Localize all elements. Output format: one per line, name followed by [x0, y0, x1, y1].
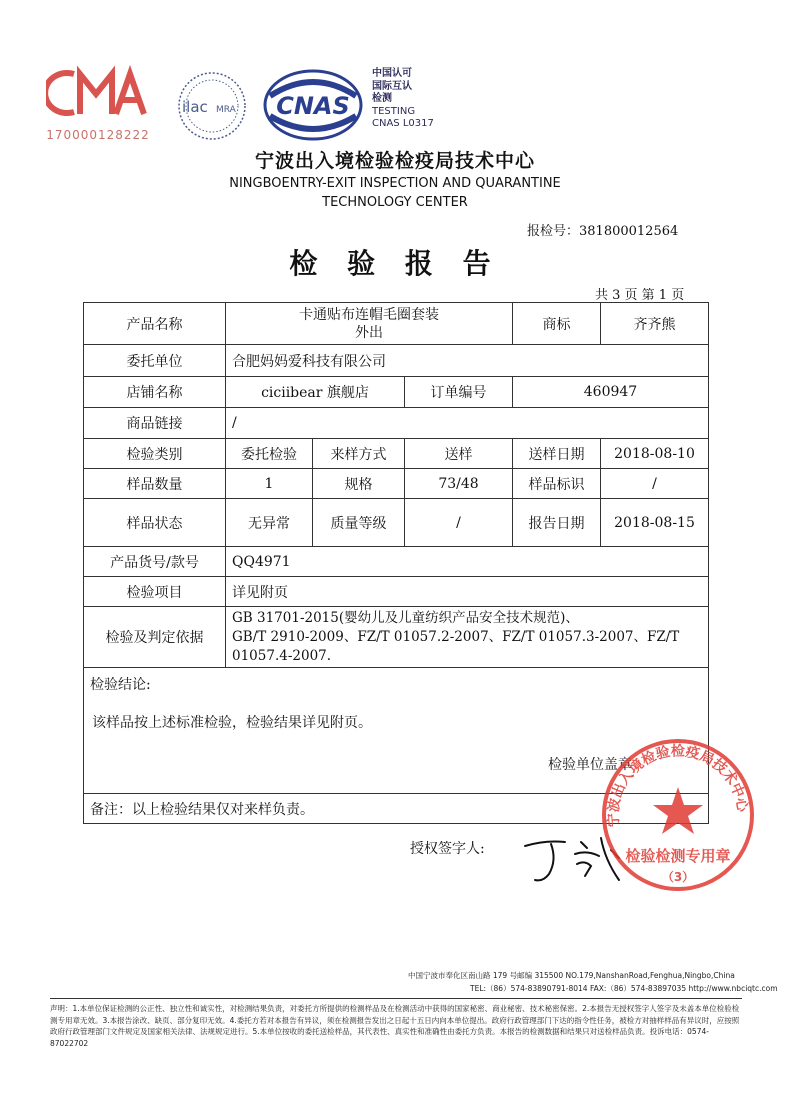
cma-logo — [46, 64, 150, 122]
org-name-cn: 宁波出入境检验检疫局技术中心 — [254, 150, 535, 172]
brand-value: 齐齐熊 — [601, 303, 709, 345]
table-row — [84, 377, 709, 408]
inspect-type-label: 检验类别 — [84, 439, 226, 469]
report-number-label: 报检号： — [527, 224, 580, 239]
link-label: 商品链接 — [84, 408, 226, 439]
shop-value: ciciibear 旗舰店 — [226, 377, 405, 408]
send-date-label: 送样日期 — [513, 439, 601, 469]
cnas-line: 中国认可 — [372, 68, 412, 79]
report-date-value: 2018-08-15 — [601, 499, 709, 547]
cnas-line: CNAS L0317 — [372, 118, 434, 129]
cnas-logo — [262, 66, 364, 144]
footer-divider — [50, 998, 742, 999]
basis-line: GB 31701-2015(婴幼儿及儿童纺织产品安全技术规范)、 — [232, 609, 579, 626]
order-label: 订单编号 — [405, 377, 513, 408]
report-number-value: 381800012564 — [579, 224, 679, 239]
cnas-accreditation-text — [372, 68, 434, 131]
cma-number: 170000128222 — [46, 128, 150, 142]
table-row — [84, 469, 709, 499]
cnas-line: 国际互认 — [372, 80, 412, 92]
product-name-line: 外出 — [355, 324, 383, 341]
seal-ring-text: 宁波出入境检验检疫局技术中心 — [605, 743, 751, 828]
table-row — [84, 439, 709, 469]
product-name-value — [226, 303, 513, 345]
order-value: 460947 — [513, 377, 709, 408]
state-value: 无异常 — [226, 499, 313, 547]
ilac-mra-logo — [176, 70, 248, 142]
table-row — [84, 303, 709, 345]
signer-label: 授权签字人: — [410, 841, 485, 857]
client-value: 合肥妈妈爱科技有限公司 — [226, 345, 709, 377]
footer-contact: TEL:（86）574-83890791-8014 FAX:（86）574-83897035 http://www.nbciqtc.com — [470, 984, 778, 993]
qty-value: 1 — [226, 469, 313, 499]
seal-number: （3） — [661, 870, 695, 884]
org-name-en-line2: TECHNOLOGY CENTER — [322, 195, 468, 210]
qty-label: 样品数量 — [84, 469, 226, 499]
basis-value — [226, 607, 709, 668]
cnas-line: TESTING — [372, 105, 416, 117]
report-number — [527, 220, 678, 239]
svg-text:ilac: ilac — [182, 98, 208, 116]
state-label: 样品状态 — [84, 499, 226, 547]
product-name-line: 卡通贴布连帽毛圈套装 — [299, 306, 439, 323]
document-title: 检 验 报 告 — [289, 247, 501, 280]
table-row — [84, 499, 709, 547]
org-name-en-line1: NINGBOENTRY-EXIT INSPECTION AND QUARANTINE — [229, 176, 561, 191]
brand-label: 商标 — [513, 303, 601, 345]
send-date-value: 2018-08-10 — [601, 439, 709, 469]
grade-label: 质量等级 — [313, 499, 405, 547]
sample-id-label: 样品标识 — [513, 469, 601, 499]
items-value: 详见附页 — [226, 577, 709, 607]
table-row — [84, 408, 709, 439]
footer-disclaimer: 声明：1.本单位保证检测的公正性、独立性和诚实性，对检测结果负责，对委托方所提供的检测样品及在检测活动中获得的国家秘密、商业秘密、技术秘密保密。2.本报告无授权签字人签字及未盖本单位检验检测专用章无效。3.本报告涂改、缺页、部分复印无效。4.委托方若对本报告有异议，须在检测报告发出之日起十五日内向本单位提出。政府行政管理部门下达的指令性任务，被检方对抽样样品有异议时，应按照政府行政管理部门文件规定及国家相关法律、法规规定进行。5.本单位按收的委托送检样品，其代表性、真实性和准确性由委托方负责。本报告的检测数据和结果只对送检样品负责。投诉电话：0574-87022702 — [50, 1004, 740, 1048]
product-name-label: 产品名称 — [84, 303, 226, 345]
inspect-type-value: 委托检验 — [226, 439, 313, 469]
cnas-line: 检测 — [372, 93, 392, 104]
sample-method-value: 送样 — [405, 439, 513, 469]
table-row — [84, 577, 709, 607]
report-date-label: 报告日期 — [513, 499, 601, 547]
sample-method-label: 来样方式 — [313, 439, 405, 469]
seal-center-text: 检验检测专用章 — [625, 847, 731, 865]
conclusion-text: 该样品按上述标准检验，检验结果详见附页。 — [92, 715, 372, 731]
table-row — [84, 547, 709, 577]
basis-label: 检验及判定依据 — [84, 607, 226, 668]
basis-line: GB/T 2910-2009、FZ/T 01057.2-2007、FZ/T 01057.3-2007、FZ/T — [232, 628, 680, 645]
sample-id-value: / — [601, 469, 709, 499]
cnas-mark: CNAS — [276, 92, 350, 120]
footer-address: 中国宁波市奉化区南山路 179 号邮编 315500 NO.179,NanshanRoad,Fenghua,Ningbo,China — [408, 971, 735, 980]
item-no-value: QQ4971 — [226, 547, 709, 577]
table-row — [84, 345, 709, 377]
page-info: 共 3 页 第 1 页 — [595, 288, 685, 303]
client-label: 委托单位 — [84, 345, 226, 377]
table-row — [84, 607, 709, 668]
svg-text:MRA: MRA — [216, 105, 236, 115]
grade-value: / — [405, 499, 513, 547]
item-no-label: 产品货号/款号 — [84, 547, 226, 577]
basis-line: 01057.4-2007. — [232, 647, 332, 664]
spec-value: 73/48 — [405, 469, 513, 499]
remarks: 备注：以上检验结果仅对来样负责。 — [84, 794, 709, 824]
official-seal — [598, 735, 758, 895]
stamp-label: 检验单位盖章 — [548, 757, 632, 773]
spec-label: 规格 — [313, 469, 405, 499]
items-label: 检验项目 — [84, 577, 226, 607]
shop-label: 店铺名称 — [84, 377, 226, 408]
conclusion-label: 检验结论: — [90, 677, 151, 693]
link-value: / — [226, 408, 709, 439]
